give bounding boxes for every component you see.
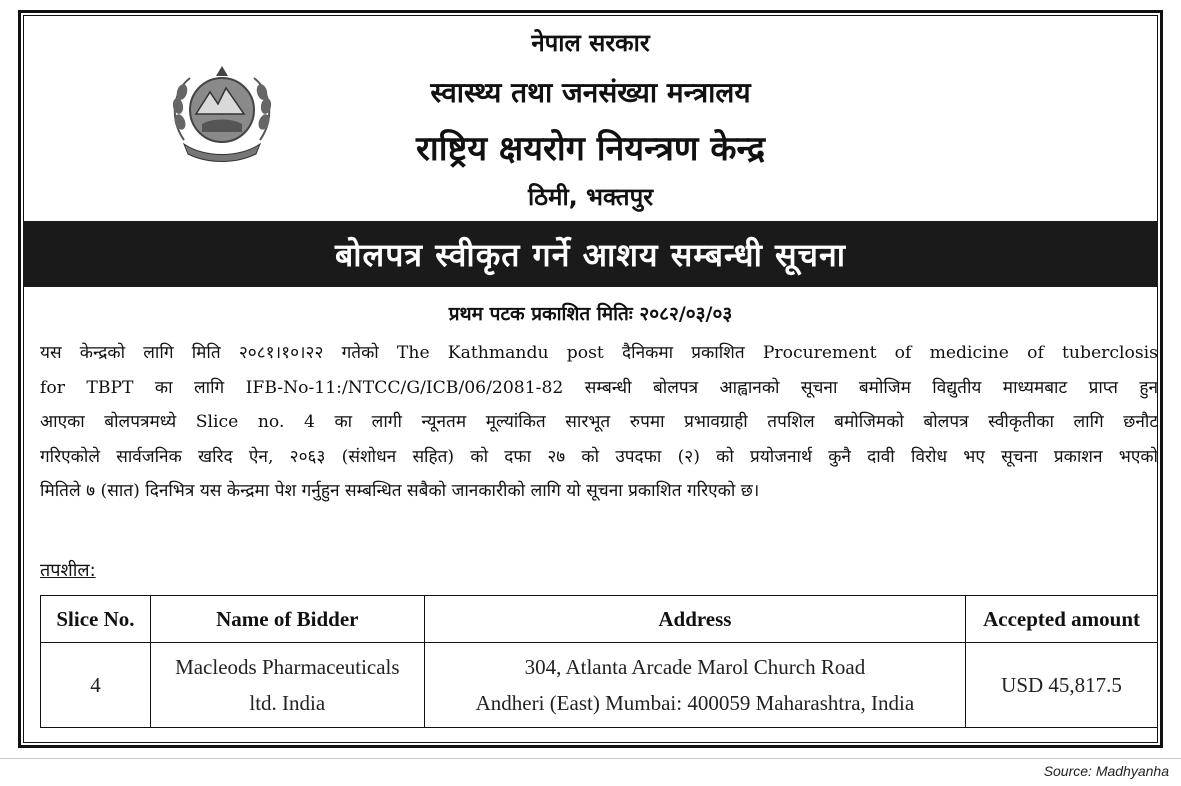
table-header-row (41, 596, 1158, 643)
source-credit: Source: Madhyanha (1043, 763, 1169, 779)
header-bidder: Name of Bidder (150, 596, 424, 643)
publish-date: प्रथम पटक प्रकाशित मितिः २०८२/०३/०३ (448, 303, 733, 325)
body-line: for TBPT का लागि IFB-No-11:/NTCC/G/ICB/06/2081-82 सम्बन्धी बोलपत्र आह्वानको सूचना बमोजिम विद्युतीय माध्यमबाट प्राप्त हुन (40, 377, 1158, 398)
table-row (41, 643, 1158, 728)
body-line: गरिएकोले सार्वजनिक खरिद ऐन, २०६३ (संशोधन सहित) को दफा २७ को उपदफा (२) को प्रयोजनार्थ कुनै दावी विरोध भए सूचना प्रकाशन भएको (40, 446, 1158, 467)
notice-title: बोलपत्र स्वीकृत गर्ने आशय सम्बन्धी सूचना (334, 235, 847, 274)
notice-title-bar (23, 221, 1158, 287)
bid-table (40, 595, 1158, 728)
address-line: Andheri (East) Mumbai: 400059 Maharashtra, India (475, 691, 915, 715)
header-amount: Accepted amount (966, 596, 1158, 643)
cell-slice: 4 (41, 643, 151, 728)
cell-amount: USD 45,817.5 (966, 643, 1158, 728)
schedule-label: तपशील: (40, 560, 96, 581)
location: ठिमी, भक्तपुर (527, 183, 654, 211)
cell-bidder (150, 643, 424, 728)
bidder-line: Macleods Pharmaceuticals (175, 655, 400, 679)
body-line: यस केन्द्रको लागि मिति २०८१।१०।२२ गतेको The Kathmandu post दैनिकमा प्रकाशित Procurement of medicine of tuberclosis (40, 343, 1158, 363)
center-name: राष्ट्रिय क्षयरोग नियन्त्रण केन्द्र (415, 129, 766, 169)
bidder-line: ltd. India (249, 691, 326, 715)
header-address: Address (424, 596, 965, 643)
address-line: 304, Atlanta Arcade Marol Church Road (524, 655, 866, 679)
body-line: आएका बोलपत्रमध्ये Slice no. 4 का लागी न्यूनतम मूल्यांकित सारभूत रुपमा प्रभावग्राही तपशिल बमोजिमको बोलपत्र स्वीकृतीका लागि छनौट (40, 412, 1158, 433)
notice-body (40, 336, 1158, 509)
ministry-name: स्वास्थ्य तथा जनसंख्या मन्त्रालय (430, 76, 751, 109)
government-name: नेपाल सरकार (531, 29, 650, 57)
body-line: मितिले ७ (सात) दिनभित्र यस केन्द्रमा पेश गर्नुहुन सम्बन्धित सबैको जानकारीको लागि यो सूचना प्रकाशित गरिएको छ। (40, 481, 760, 502)
header-slice: Slice No. (41, 596, 151, 643)
cell-address (424, 643, 965, 728)
footer-divider (0, 758, 1181, 759)
